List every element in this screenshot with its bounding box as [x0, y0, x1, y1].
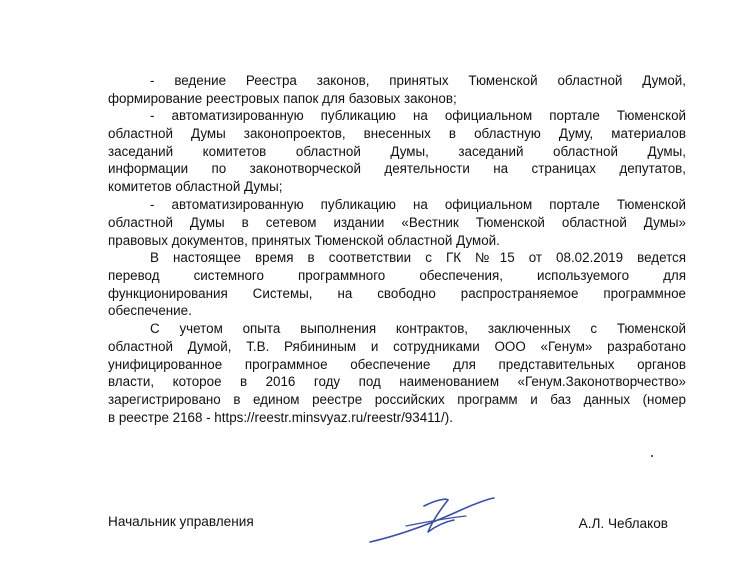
- signatory-name: А.Л. Чеблаков: [578, 516, 668, 531]
- text-line: - ведение Реестра законов, принятых Тюменской областной Думой,: [150, 73, 686, 88]
- text-line: областной Думы в сетевом издании «Вестник Тюменской областной Думы»: [108, 214, 686, 230]
- text-line: заседаний комитетов областной Думы, заседаний областной Думы,: [108, 143, 686, 159]
- paragraph-genum: [108, 320, 686, 427]
- paragraph-registry: [108, 72, 686, 108]
- text-line: правовых документов, принятых Тюменской областной Думой.: [108, 232, 500, 248]
- text-line: в реестре 2168 - https://reestr.minsvyaz.ru/reestr/93411/).: [108, 409, 453, 425]
- text-line: унифицированное программное обеспечение для представительных органов: [108, 356, 686, 372]
- paragraph-migration: [108, 249, 686, 320]
- text-line: власти, которое в 2016 году под наименованием «Генум.Законотворчество»: [108, 374, 686, 390]
- text-line: областной Думы законопроектов, внесенных в областную Думу, материалов: [108, 125, 686, 141]
- text-line: комитетов областной Думы;: [108, 179, 283, 195]
- text-line: - автоматизированную публикацию на официальном портале Тюменской: [150, 197, 686, 212]
- paragraph-publication-vestnik: [108, 196, 686, 249]
- text-line: формирование реестровых папок для базовых законов;: [108, 90, 457, 106]
- handwritten-signature: [366, 496, 498, 548]
- text-line: областной Думой, Т.В. Рябининым и сотрудниками ООО «Генум» разработано: [108, 338, 686, 354]
- text-line: функционирования Системы, на свободно распространяемое программное: [108, 285, 686, 301]
- stray-dot: [651, 455, 653, 457]
- text-line: зарегистрировано в едином реестре российских программ и баз данных (номер: [108, 392, 686, 408]
- text-line: С учетом опыта выполнения контрактов, заключенных с Тюменской: [150, 321, 686, 336]
- text-line: перевод системного программного обеспечения, используемого для: [108, 267, 686, 283]
- signatory-position: Начальник управления: [108, 514, 254, 529]
- text-line: обеспечение.: [108, 303, 192, 319]
- paragraph-publication-bills: [108, 107, 686, 196]
- text-line: В настоящее время в соответствии с ГК №15 от 08.02.2019 ведется: [150, 250, 686, 265]
- signature-block: [108, 512, 668, 552]
- text-line: - автоматизированную публикацию на официальном портале Тюменской: [150, 108, 686, 123]
- text-line: информации по законотворческой деятельности на страницах депутатов,: [108, 161, 686, 177]
